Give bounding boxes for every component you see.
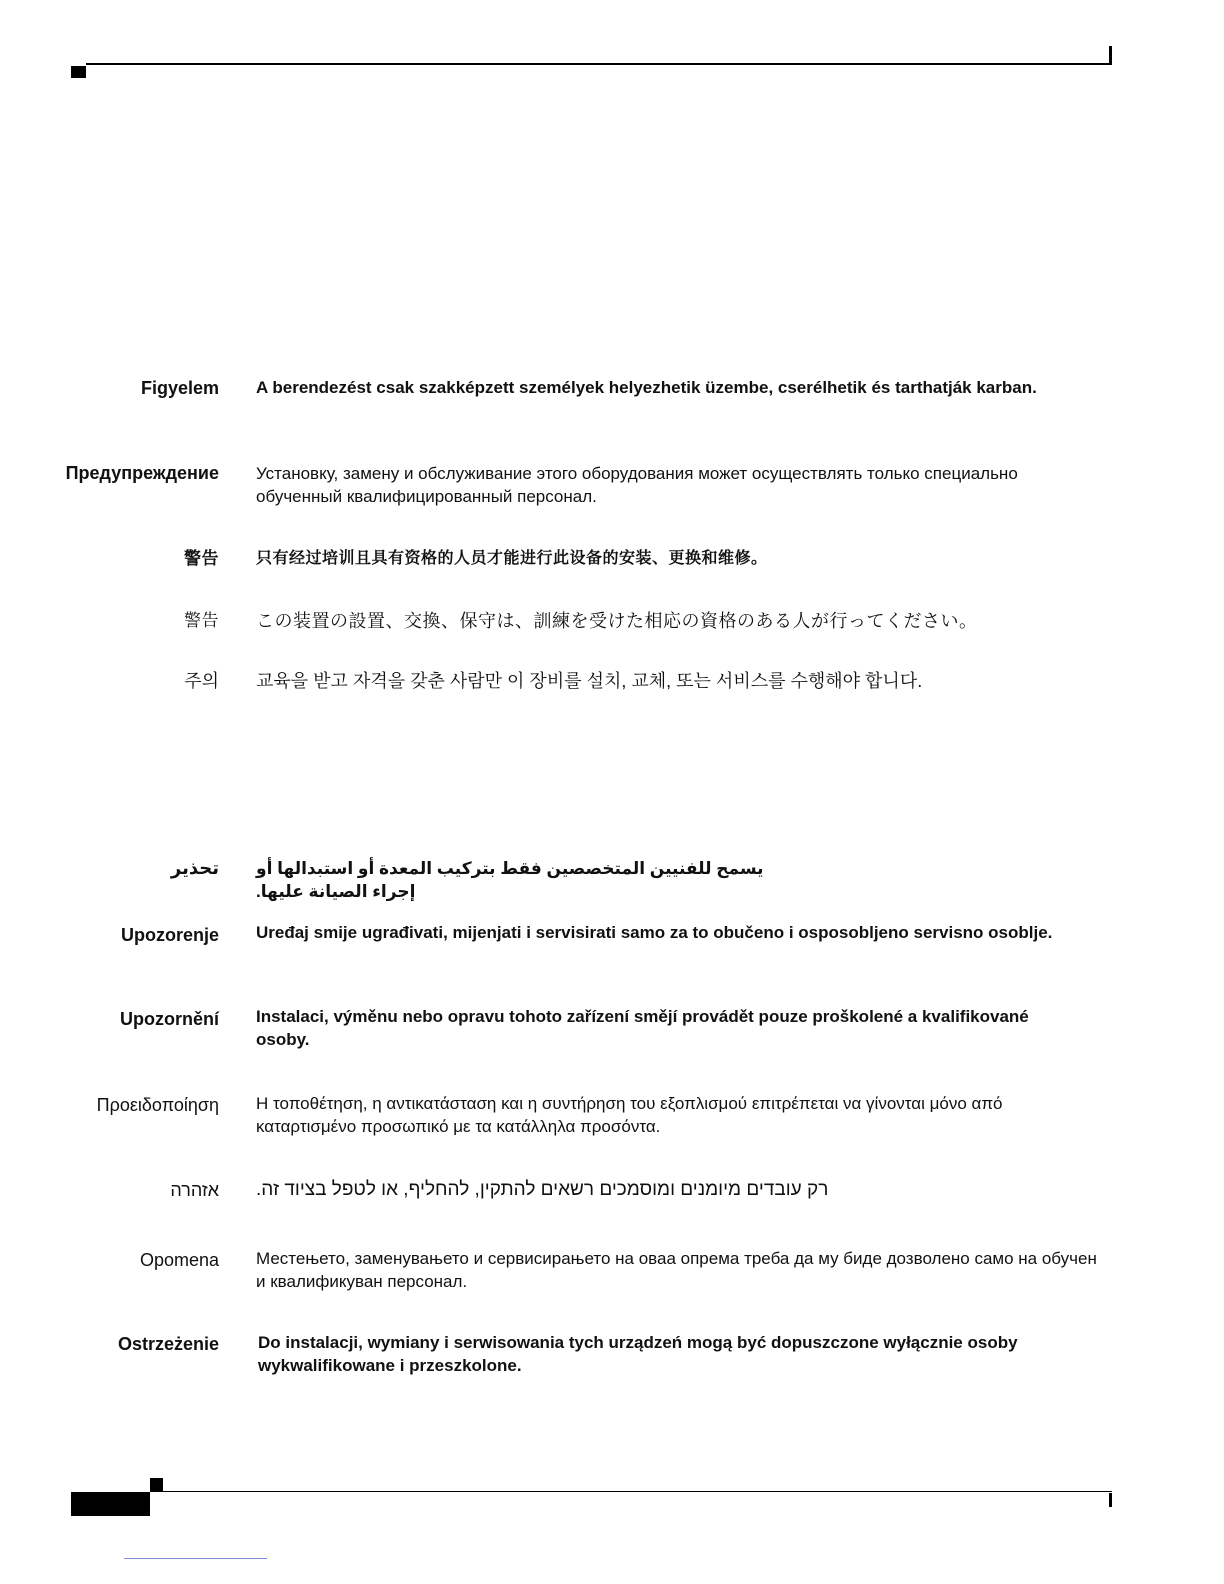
warning-text-polish: Do instalacji, wymiany i serwisowania tych urządzeń mogą być dopuszczone wyłącznie osoby wykwalifikowane i przeszkolone. bbox=[258, 1333, 1018, 1375]
warning-text-japanese: この装置の設置、交換、保守は、訓練を受けた相応の資格のある人が行ってください。 bbox=[256, 611, 978, 631]
footer-tick-mark bbox=[1109, 1493, 1112, 1507]
warning-label-chinese: 警告 bbox=[184, 549, 219, 568]
warning-text-hebrew: רק עובדים מיומנים ומוסמכים רשאים להתקין, להחליף, או לטפל בציוד זה. bbox=[256, 1179, 829, 1200]
footer-corner-mark bbox=[150, 1478, 163, 1491]
warning-label-korean: 주의 bbox=[184, 671, 219, 691]
warning-label-hebrew: אזהרה bbox=[170, 1180, 219, 1200]
warning-label-russian: Предупреждение bbox=[65, 463, 219, 483]
warning-text-croatian: Uređaj smije ugrađivati, mijenjati i servisirati samo za to obučeno i osposobljeno servisno osoblje. bbox=[256, 923, 1053, 942]
header-corner-mark bbox=[71, 66, 86, 78]
warning-label-greek: Προειδοποίηση bbox=[96, 1095, 219, 1115]
warning-text-greek: Η τοποθέτηση, η αντικατάσταση και η συντήρηση του εξοπλισμού επιτρέπεται να γίνονται μόνο από καταρτισμένο προσωπικό με τα κατάλληλα προσόντα. bbox=[256, 1094, 1003, 1136]
footer-rule bbox=[150, 1491, 1112, 1492]
warning-text-arabic: يسمح للفنيين المتخصصين فقط بتركيب المعدة أو استبدالها أو إجراء الصيانة عليها. bbox=[256, 859, 764, 901]
warning-label-czech: Upozornění bbox=[120, 1009, 219, 1029]
warning-label-polish: Ostrzeżenie bbox=[117, 1334, 219, 1354]
warning-text-chinese: 只有经过培训且具有资格的人员才能进行此设备的安装、更换和维修。 bbox=[256, 550, 768, 567]
warning-label-croatian: Upozorenje bbox=[120, 925, 219, 945]
warning-text-macedonian: Местењето, заменувањето и сервисирањето на оваа опрема треба да му биде дозволено само на обучен и квалификуван персонал. bbox=[256, 1249, 1097, 1291]
footer-page-block bbox=[71, 1492, 150, 1516]
warning-label-macedonian: Opomena bbox=[139, 1250, 219, 1270]
warning-label-hungarian: Figyelem bbox=[140, 378, 219, 398]
header-tick-mark bbox=[1109, 46, 1112, 65]
warning-text-hungarian: A berendezést csak szakképzett személyek helyezhetik üzembe, cserélhetik és tarthatják karban. bbox=[256, 378, 1037, 397]
warning-text-czech: Instalaci, výměnu nebo opravu tohoto zařízení smějí provádět pouze proškolené a kvalifikované osoby. bbox=[256, 1007, 1029, 1049]
footer-link-underline[interactable] bbox=[124, 1558, 267, 1559]
warning-text-russian: Установку, замену и обслуживание этого оборудования может осуществлять только специально обученный квалифицированный персонал. bbox=[256, 464, 1018, 506]
warning-label-arabic: تحذير bbox=[170, 858, 219, 878]
warning-label-japanese: 警告 bbox=[184, 611, 219, 630]
warning-text-korean: 교육을 받고 자격을 갖춘 사람만 이 장비를 설치, 교체, 또는 서비스를 수행해야 합니다. bbox=[256, 671, 923, 691]
header-rule bbox=[86, 63, 1112, 65]
